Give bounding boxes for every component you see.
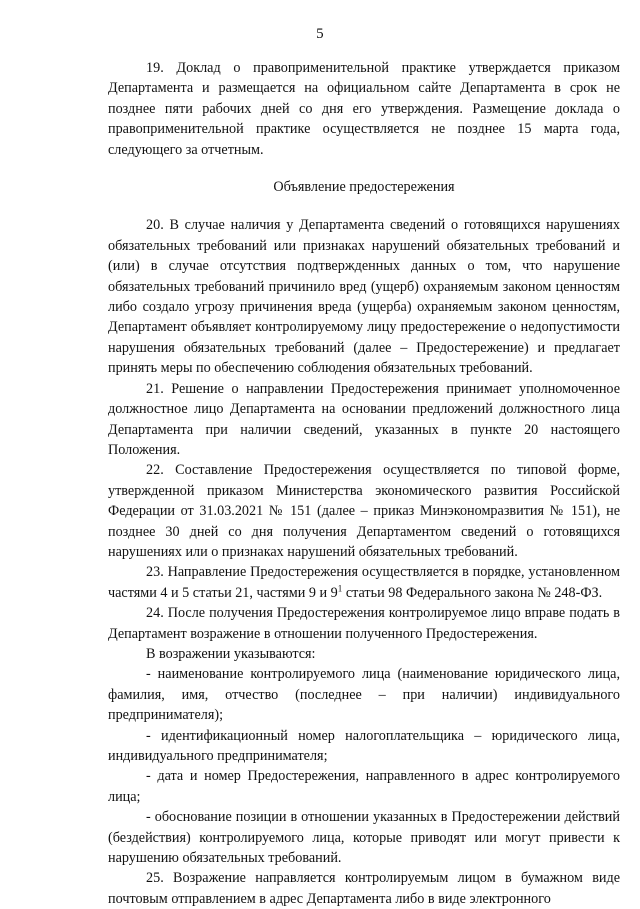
paragraph-22: 22. Составление Предостережения осуществляется по типовой форме, утвержденной приказом Министерства экономического развития Российской Федерации от 31.03.2021 № 151 (далее – приказ Минэкономразвития № 151), не позднее 30 дней со дня получения Департаментом сведений о готовящихся нарушениях или о признаках нарушений обязательных требований. — [108, 462, 620, 560]
list-item: - наименование контролируемого лица (наименование юридического лица, фамилия, имя, отчество (последнее – при наличии) индивидуального предпринимателя); — [108, 666, 620, 724]
paragraph-23-text-a: 23. Направление Предостережения осуществляется в порядке, установленном частями 4 и 5 статьи 21, частями 9 и 9 — [108, 564, 620, 601]
paragraph-23 — [108, 562, 620, 603]
section-heading: Объявление предостережения — [273, 179, 455, 196]
page-number: 5 — [316, 26, 324, 42]
paragraph-25: 25. Возражение направляется контролируемым лицом в бумажном виде почтовым отправлением в адрес Департамента либо в виде электронного — [108, 870, 620, 907]
paragraph-21: 21. Решение о направлении Предостережения принимает уполномоченное должностное лицо Департамента на основании предложений должностного лица Департамента при наличии сведений, указанных в пункте 20 настоящего Положения. — [108, 380, 620, 458]
superscript-1: 1 — [337, 583, 343, 594]
list-item: - обоснование позиции в отношении указанных в Предостережении действий (бездействия) контролируемого лица, которые приводят или могут привести к нарушению обязательных требований. — [108, 809, 620, 867]
list-item: - идентификационный номер налогоплательщика – юридического лица, индивидуального предпринимателя; — [108, 727, 620, 764]
paragraph-24: 24. После получения Предостережения контролируемое лицо вправе подать в Департамент возражение в отношении полученного Предостережения. — [108, 605, 620, 642]
objection-intro: В возражении указываются: — [146, 645, 316, 662]
document-body — [108, 58, 620, 909]
paragraph-20: 20. В случае наличия у Департамента сведений о готовящихся нарушениях обязательных требований или признаках нарушений обязательных требований и (или) в случае отсутствия подтвержденных данных о том, что нарушение обязательных требований причинило вред (ущерб) охраняемым законом ценностям либо создало угрозу причинения вреда (ущерба) охраняемым законом ценностям, Департамент объявляет контролируемому лицу предостережение о недопустимости нарушения обязательных требований (далее – Предостережение) и предлагает принять меры по обеспечению соблюдения обязательных требований. — [108, 217, 620, 377]
list-item: - дата и номер Предостережения, направленного в адрес контролируемого лица; — [108, 768, 620, 805]
paragraph-23-text-b: статьи 98 Федерального закона № 248-ФЗ. — [342, 584, 603, 601]
paragraph-19: 19. Доклад о правоприменительной практике утверждается приказом Департамента и размещается на официальном сайте Департамента в срок не позднее пяти рабочих дней со дня его утверждения. Размещение доклада о правоприменительной практике осуществляется не позднее 15 марта года, следующего за отчетным. — [108, 60, 620, 158]
